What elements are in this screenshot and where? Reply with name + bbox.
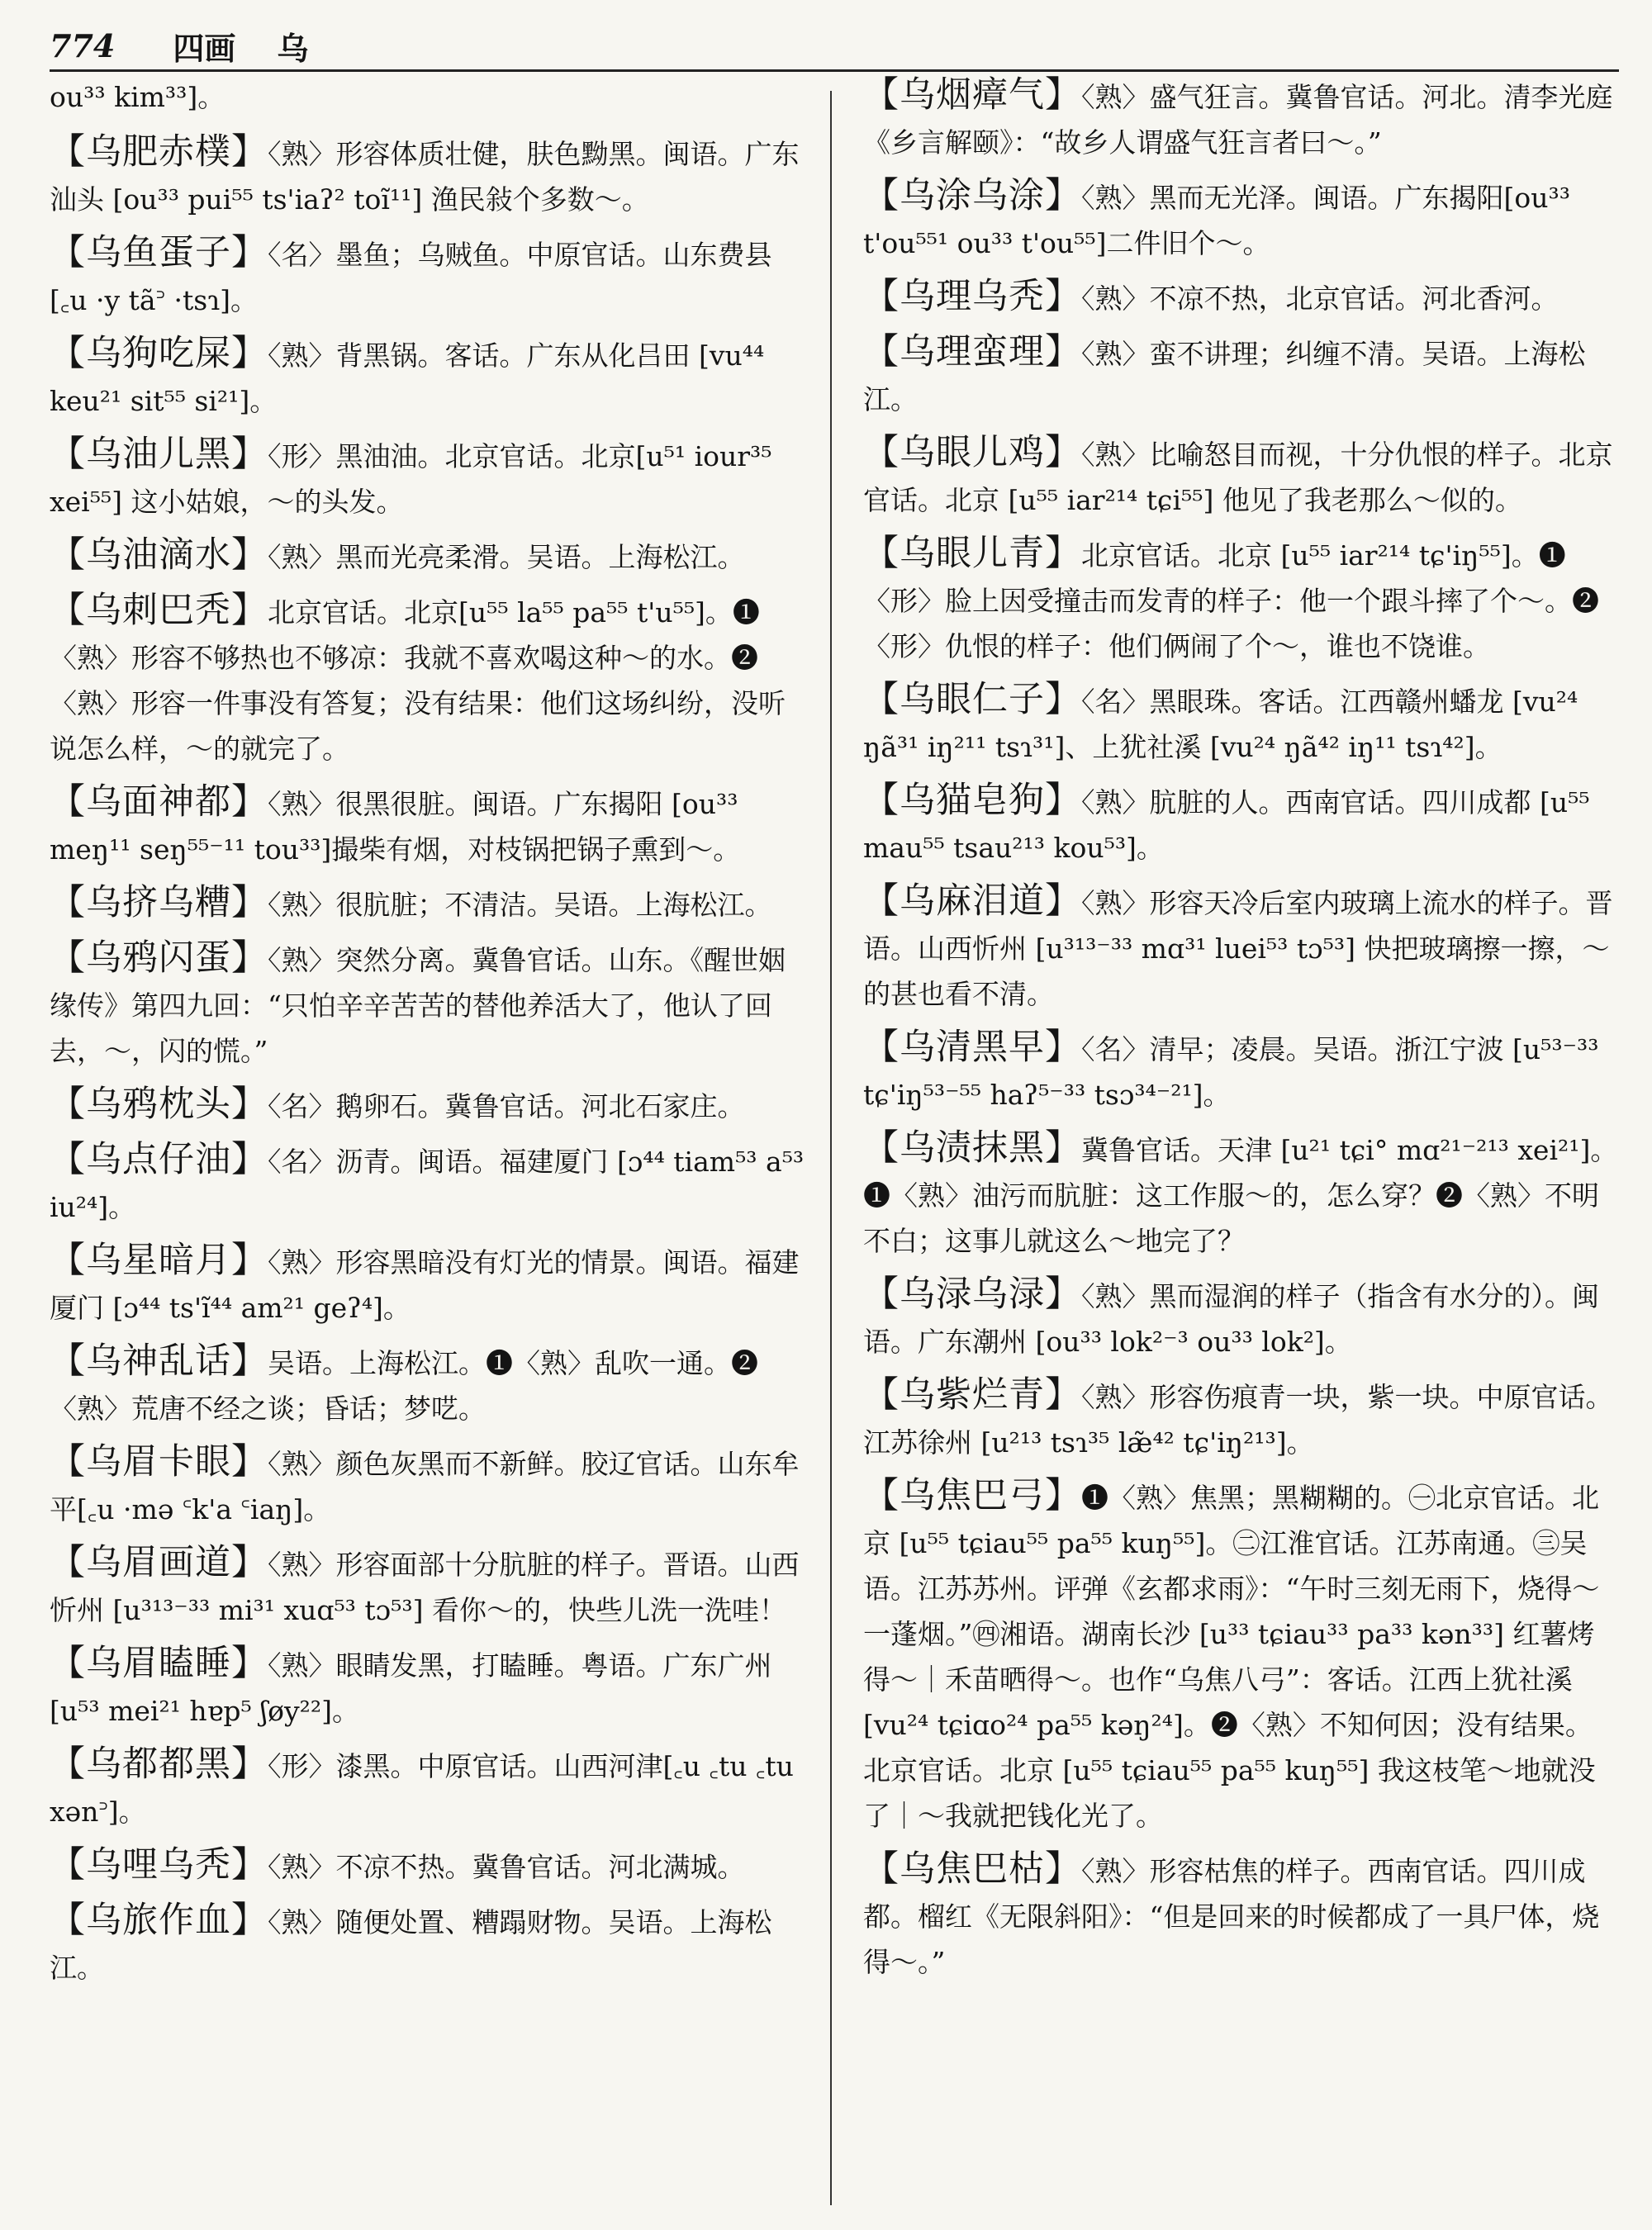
entry-definition: 冀鲁官话。天津 [u²¹ tɕi° mɑ²¹⁻²¹³ xei²¹]。❶〈熟〉油污而肮脏：这工作服～的，怎么穿？❷〈熟〉不明不白；这事儿就这么～地完了？: [863, 1134, 1618, 1257]
dictionary-entry: [50, 331, 805, 424]
entry-definition: 北京官话。北京 [u⁵⁵ iar²¹⁴ tɕ'iŋ⁵⁵]。❶〈形〉脸上因受撞击而发青的样子：他一个跟斗摔了个～。❷〈形〉仇恨的样子：他们俩闹了个～，谁也不饶谁。: [863, 539, 1599, 662]
dictionary-entry: [863, 778, 1619, 871]
dictionary-entry: [863, 1473, 1619, 1839]
dictionary-entry: [50, 1238, 805, 1331]
entry-headword: 【乌油儿黑】: [50, 434, 268, 475]
dictionary-entry: [50, 432, 805, 524]
entry-definition: 〈熟〉背黑锅。客话。广东从化吕田 [vu⁴⁴ keu²¹ sit⁵⁵ si²¹]。: [50, 339, 765, 417]
dictionary-entry: [50, 1440, 805, 1532]
dictionary-entry: [863, 430, 1619, 523]
entry-headword: 【乌涂乌涂】: [863, 175, 1081, 216]
entry-headword: 【乌眉画道】: [50, 1542, 268, 1583]
entry-headword: 【乌刺巴秃】: [50, 590, 268, 631]
entry-headword: 【乌焦巴枯】: [863, 1848, 1081, 1890]
dictionary-entry: [50, 936, 805, 1074]
entry-definition: 〈熟〉黑而湿润的样子（指含有水分的）。闽语。广东潮州 [ou³³ lok²⁻³ ou³³ lok²]。: [863, 1280, 1599, 1358]
dictionary-entry: [50, 1339, 805, 1431]
entry-definition: 〈名〉清早；凌晨。吴语。浙江宁波 [u⁵³⁻³³ tɕ'iŋ⁵³⁻⁵⁵ haʔ⁵⁻³³ tsɔ³⁴⁻²¹]。: [863, 1033, 1599, 1111]
entry-headword: 【乌狗吃屎】: [50, 333, 268, 374]
entry-definition: 〈名〉黑眼珠。客话。江西赣州蟠龙 [vu²⁴ ŋã³¹ iŋ²¹¹ tsɿ³¹]、上犹社溪 [vu²⁴ ŋã⁴² iŋ¹¹ tsɿ⁴²]。: [863, 686, 1578, 763]
entry-headword: 【乌挤乌糟】: [50, 882, 268, 923]
dictionary-entry: [863, 1272, 1619, 1364]
dictionary-entry: [50, 1898, 805, 1990]
dictionary-entry: [863, 531, 1619, 669]
entry-headword: 【乌眉瞌睡】: [50, 1643, 268, 1684]
entry-definition: 〈熟〉形容枯焦的样子。西南官话。四川成都。榴红《无限斜阳》：“但是回来的时候都成了一具尸体，烧得～。”: [863, 1855, 1600, 1978]
dictionary-entry: [863, 274, 1619, 321]
entry-headword: 【乌面神都】: [50, 781, 268, 823]
dictionary-entry: [863, 1025, 1619, 1117]
entry-headword: 【乌眼儿鸡】: [863, 432, 1081, 473]
left-column: [50, 73, 805, 2204]
entry-definition: 〈熟〉蛮不讲理；纠缠不清。吴语。上海松江。: [863, 338, 1586, 415]
entry-headword: 【乌哩乌秃】: [50, 1844, 268, 1886]
entry-headword: 【乌理乌秃】: [863, 276, 1081, 317]
entry-definition: 吴语。上海松江。❶〈熟〉乱吹一通。❷〈熟〉荒唐不经之谈；昏话；梦呓。: [50, 1347, 758, 1425]
entry-definition: 〈熟〉黑而光亮柔滑。吴语。上海松江。: [268, 541, 745, 573]
entry-definition: 〈名〉墨鱼；乌贼鱼。中原官话。山东费县 [꜀u ·y tã꜄ ·tsɿ]。: [50, 239, 772, 316]
entry-headword: 【乌鸦枕头】: [50, 1084, 268, 1125]
column-divider: [830, 91, 832, 2205]
entry-headword: 【乌渌乌渌】: [863, 1274, 1081, 1315]
dictionary-entry: [50, 1742, 805, 1834]
dictionary-entry: [50, 588, 805, 771]
entry-definition: 〈名〉鹅卵石。冀鲁官话。河北石家庄。: [268, 1090, 745, 1122]
entry-definition: 〈熟〉形容面部十分肮脏的样子。晋语。山西忻州 [u³¹³⁻³³ mi³¹ xuɑ⁵³ tɔ⁵³] 看你～的，快些儿洗一洗哇！: [50, 1549, 800, 1626]
right-column: [863, 73, 1619, 2204]
entry-definition: 〈熟〉突然分离。冀鲁官话。山东。《醒世姻缘传》第四九回：“只怕辛辛苦苦的替他养活大了，他认了回去，～，闪的慌。”: [50, 944, 786, 1067]
entry-definition: 〈熟〉形容伤痕青一块，紫一块。中原官话。江苏徐州 [u²¹³ tsɿ³⁵ læ̃⁴² tɕ'iŋ²¹³]。: [863, 1381, 1613, 1459]
dictionary-entry: [50, 130, 805, 222]
section-label: 四画: [173, 29, 236, 67]
dictionary-entry: [50, 880, 805, 928]
entry-headword: 【乌神乱话】: [50, 1340, 268, 1382]
entry-headword: 【乌紫烂青】: [863, 1374, 1081, 1416]
radical-label: 乌: [277, 29, 309, 67]
dictionary-entry: [50, 1843, 805, 1890]
dictionary-entry: [863, 173, 1619, 266]
entry-headword: 【乌麻泪道】: [863, 880, 1081, 922]
entry-headword: 【乌点仔油】: [50, 1139, 268, 1180]
entry-definition: 北京官话。北京[u⁵⁵ la⁵⁵ pa⁵⁵ t'u⁵⁵]。❶〈熟〉形容不够热也不够凉：我就不喜欢喝这种～的水。❷〈熟〉形容一件事没有答复；没有结果：他们这场纠纷，没听说怎么样，～的就完了。: [50, 596, 786, 765]
dictionary-entry: [50, 73, 805, 120]
entry-definition: 〈熟〉比喻怒目而视，十分仇恨的样子。北京官话。北京 [u⁵⁵ iar²¹⁴ tɕi⁵⁵] 他见了我老那么～似的。: [863, 439, 1613, 516]
entry-headword: 【乌鱼蛋子】: [50, 232, 268, 273]
entry-definition: 〈名〉沥青。闽语。福建厦门 [ɔ⁴⁴ tiam⁵³ a⁵³ iu²⁴]。: [50, 1146, 805, 1223]
entry-headword: 【乌肥赤樸】: [50, 131, 268, 173]
dictionary-entry: [50, 1137, 805, 1230]
entry-headword: 【乌眉卡眼】: [50, 1441, 268, 1483]
entry-definition: 〈熟〉形容天冷后室内玻璃上流水的样子。晋语。山西忻州 [u³¹³⁻³³ mɑ³¹ luei⁵³ tɔ⁵³] 快把玻璃擦一擦，～的甚也看不清。: [863, 887, 1613, 1010]
entry-headword: 【乌眼儿青】: [863, 533, 1081, 574]
dictionary-entry: [50, 1082, 805, 1129]
entry-definition: 〈熟〉不凉不热。冀鲁官话。河北满城。: [268, 1851, 745, 1883]
entry-definition: 〈熟〉形容体质壮健，肤色黝黑。闽语。广东汕头 [ou³³ pui⁵⁵ ts'iaʔ² toĩ¹¹] 渔民敍个多数～。: [50, 138, 800, 216]
entry-definition: ❶〈熟〉焦黑；黑糊糊的。㊀北京官话。北京 [u⁵⁵ tɕiau⁵⁵ pa⁵⁵ kuŋ⁵⁵]。㊁江淮官话。江苏南通。㊂吴语。江苏苏州。评弹《玄都求雨》：“午时三刻无雨下，烧得～一蓬烟。”㊃湘语。湖南长沙 [u³³ tɕiau³³ pa³³ kən³³] 红薯烤得～｜禾苗晒得～。也作“乌焦八弓”：客话。江西上犹社溪 [vu²⁴ tɕiɑo²⁴ pa⁵⁵ kəŋ²⁴]。❷〈熟〉不知何因；没有结果。北京官话。北京 [u⁵⁵ tɕiau⁵⁵ pa⁵⁵ kuŋ⁵⁵] 我这枝笔～地就没了｜～我就把钱化光了。: [863, 1482, 1600, 1832]
dictionary-entry: [50, 1641, 805, 1734]
dictionary-entry: [50, 230, 805, 323]
entry-definition: 〈形〉黑油油。北京官话。北京[u⁵¹ iour³⁵ xei⁵⁵] 这小姑娘，～的头发。: [50, 440, 772, 518]
page-header: [50, 21, 1619, 72]
entry-headword: 【乌都都黑】: [50, 1744, 268, 1785]
entry-headword: 【乌焦巴弓】: [863, 1475, 1081, 1516]
entry-definition: 〈熟〉眼睛发黑，打瞌睡。粤语。广东广州 [u⁵³ mei²¹ hɐp⁵ ʃøy²²]。: [50, 1649, 772, 1727]
dictionary-entry: [863, 1126, 1619, 1264]
entry-headword: 【乌理蛮理】: [863, 331, 1081, 372]
entry-definition: 〈熟〉形容黑暗没有灯光的情景。闽语。福建厦门 [ɔ⁴⁴ ts'ĩ⁴⁴ am²¹ geʔ⁴]。: [50, 1246, 800, 1324]
dictionary-entry: [863, 1373, 1619, 1465]
entry-headword: 【乌猫皂狗】: [863, 780, 1081, 821]
entry-headword: 【乌旅作血】: [50, 1900, 268, 1941]
entry-definition: 〈熟〉盛气狂言。冀鲁官话。河北。清李光庭《乡言解颐》：“故乡人谓盛气狂言者曰～。”: [863, 81, 1613, 159]
dictionary-entry: [50, 1540, 805, 1633]
dictionary-entry: [863, 73, 1619, 165]
dictionary-entry: [863, 879, 1619, 1017]
entry-definition: ou³³ kim³³]。: [50, 81, 225, 113]
entry-headword: 【乌鸦闪蛋】: [50, 937, 268, 979]
entry-definition: 〈熟〉随便处置、糟蹋财物。吴语。上海松江。: [50, 1906, 772, 1984]
entry-headword: 【乌油滴水】: [50, 534, 268, 576]
entry-definition: 〈熟〉黑而无光泽。闽语。广东揭阳[ou³³ t'ou⁵⁵¹ ou³³ t'ou⁵⁵]二件旧个～。: [863, 182, 1570, 259]
entry-headword: 【乌烟瘴气】: [863, 74, 1081, 116]
entry-headword: 【乌星暗月】: [50, 1240, 268, 1281]
entry-definition: 〈熟〉颜色灰黑而不新鲜。胶辽官话。山东牟平[꜀u ·mə ꜂k'a ꜂iaŋ]。: [50, 1448, 800, 1525]
dictionary-entry: [863, 330, 1619, 422]
dictionary-entry: [50, 780, 805, 872]
entry-definition: 〈熟〉肮脏的人。西南官话。四川成都 [u⁵⁵ mau⁵⁵ tsau²¹³ kou⁵³]。: [863, 786, 1590, 864]
entry-definition: 〈熟〉很肮脏；不清洁。吴语。上海松江。: [268, 889, 772, 921]
page-number: 774: [50, 26, 116, 64]
dictionary-entry: [50, 533, 805, 580]
dictionary-entry: [863, 677, 1619, 770]
entry-definition: 〈形〉漆黑。中原官话。山西河津[꜀u ꜀tu ꜀tu xən꜄]。: [50, 1750, 794, 1828]
entry-headword: 【乌眼仁子】: [863, 679, 1081, 720]
entry-headword: 【乌清黑早】: [863, 1027, 1081, 1068]
entry-definition: 〈熟〉很黑很脏。闽语。广东揭阳 [ou³³ meŋ¹¹ seŋ⁵⁵⁻¹¹ tou³³]撮柴有烟，对枝锅把锅子熏到～。: [50, 788, 741, 866]
entry-definition: 〈熟〉不凉不热，北京官话。河北香河。: [1081, 282, 1559, 315]
entry-headword: 【乌渍抹黑】: [863, 1127, 1081, 1169]
dictionary-entry: [863, 1847, 1619, 1985]
